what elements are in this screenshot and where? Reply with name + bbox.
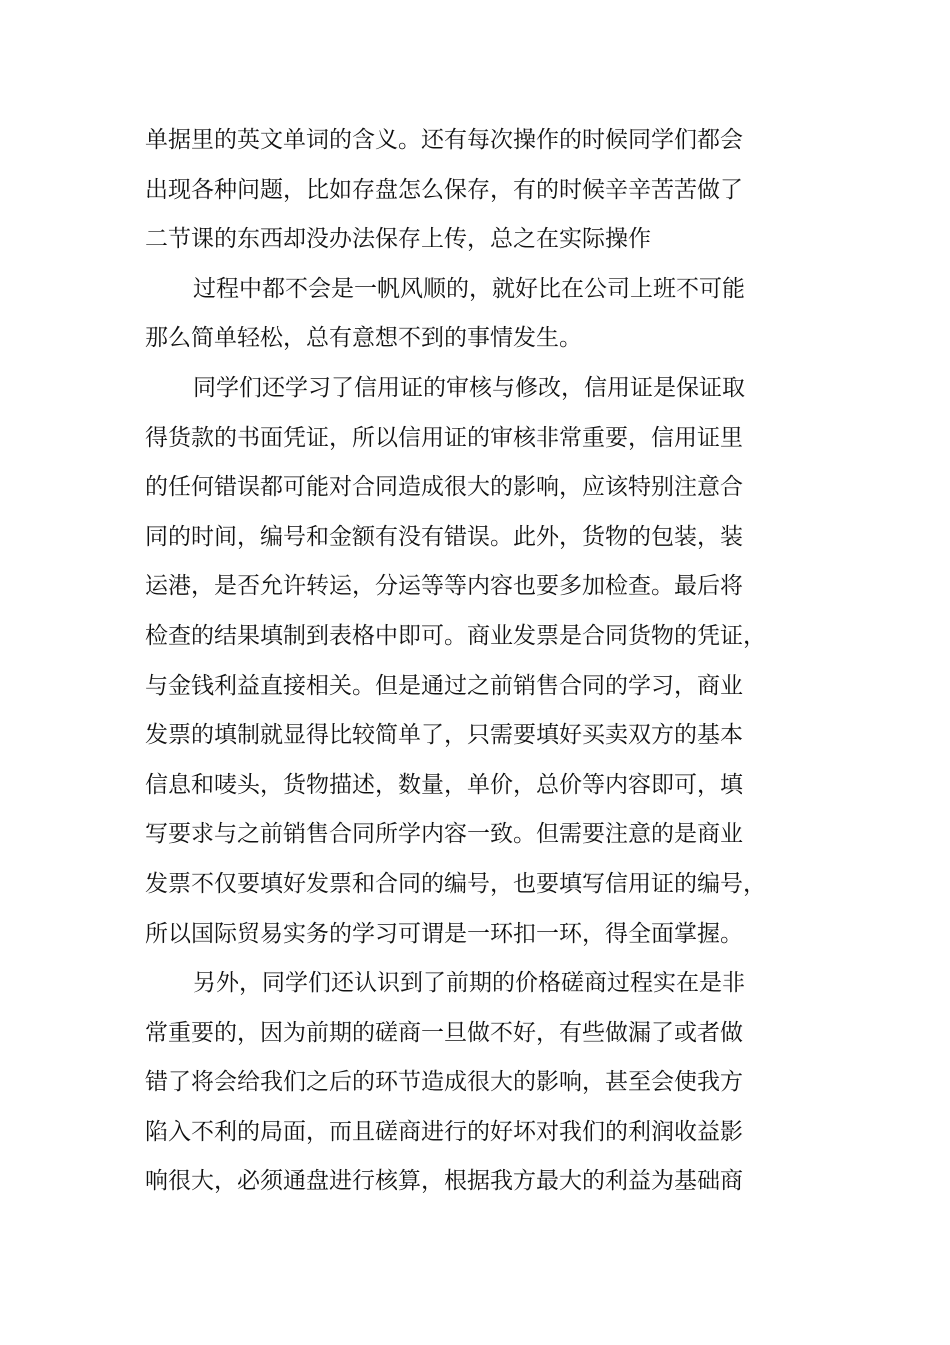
text-line: 那么简单轻松，总有意想不到的事情发生。 bbox=[145, 325, 582, 352]
paragraph-first-line: 过程中都不会是一帆风顺的，就好比在公司上班不可能 bbox=[193, 275, 745, 302]
text-line: 同的时间，编号和金额有没有错误。此外，货物的包装，装 bbox=[145, 523, 743, 550]
text-line: 信息和唛头，货物描述，数量，单价，总价等内容即可，填 bbox=[145, 771, 743, 798]
paragraph-first-line: 同学们还学习了信用证的审核与修改，信用证是保证取 bbox=[193, 374, 745, 401]
text-line: 常重要的，因为前期的磋商一旦做不好，有些做漏了或者做 bbox=[145, 1019, 743, 1046]
text-line: 所以国际贸易实务的学习可谓是一环扣一环，得全面掌握。 bbox=[145, 920, 743, 947]
text-line: 与金钱利益直接相关。但是通过之前销售合同的学习，商业 bbox=[145, 672, 743, 699]
body-text bbox=[145, 116, 766, 1207]
text-line: 陷入不利的局面，而且磋商进行的好坏对我们的利润收益影 bbox=[145, 1118, 743, 1145]
text-line: 响很大，必须通盘进行核算，根据我方最大的利益为基础商 bbox=[145, 1168, 743, 1195]
text-line: 的任何错误都可能对合同造成很大的影响，应该特别注意合 bbox=[145, 474, 743, 501]
text-line: 检查的结果填制到表格中即可。商业发票是合同货物的凭证， bbox=[145, 622, 766, 649]
text-line: 写要求与之前销售合同所学内容一致。但需要注意的是商业 bbox=[145, 821, 743, 848]
text-line: 出现各种问题，比如存盘怎么保存，有的时候辛辛苦苦做了 bbox=[145, 176, 743, 203]
text-line: 发票不仅要填好发票和合同的编号，也要填写信用证的编号， bbox=[145, 870, 766, 897]
text-line: 错了将会给我们之后的环节造成很大的影响，甚至会使我方 bbox=[145, 1069, 743, 1096]
text-line: 单据里的英文单词的含义。还有每次操作的时候同学们都会 bbox=[145, 127, 743, 153]
paragraph-first-line: 另外，同学们还认识到了前期的价格磋商过程实在是非 bbox=[193, 970, 745, 997]
text-line: 二节课的东西却没办法保存上传，总之在实际操作 bbox=[145, 226, 651, 253]
text-line: 发票的填制就显得比较简单了，只需要填好买卖双方的基本 bbox=[145, 722, 743, 749]
text-line: 运港，是否允许转运，分运等等内容也要多加检查。最后将 bbox=[145, 573, 743, 600]
text-line: 得货款的书面凭证，所以信用证的审核非常重要，信用证里 bbox=[145, 424, 743, 451]
